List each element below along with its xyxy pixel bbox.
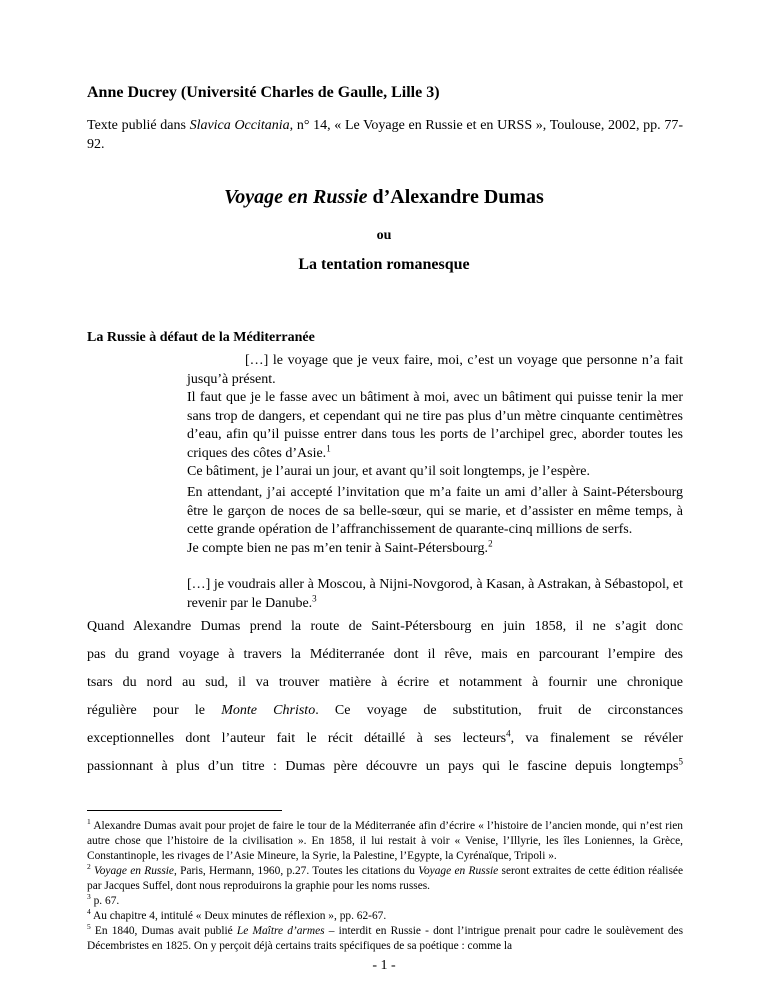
- quote1-paragraph-2-text: Il faut que je le fasse avec un bâtiment à moi, avec un bâtiment qui puisse tenir la mer sans trop de dangers, et cependant qui ne tire pas plus d’un mètre cinquante centimètres d’eau, afin qu’il puisse entrer dans tous les ports de l’archipel grec, aborder toutes les criques des côtes d’Asie.: [187, 390, 683, 461]
- epigraph-quote-3: [187, 576, 683, 613]
- footnote-2-text-a: , Paris, Hermann, 1960, p.27. Toutes les citations du: [173, 865, 419, 877]
- body-line-4: [87, 697, 683, 725]
- epigraph-quote-2: [187, 484, 683, 558]
- quote2-paragraph-2-text: Je compte bien ne pas m’en tenir à Saint-Pétersbourg.: [187, 540, 489, 556]
- body-line-6: [87, 753, 683, 781]
- body-paragraph: [87, 613, 683, 781]
- body-line-5: [87, 725, 683, 753]
- quote1-paragraph-2: [187, 389, 683, 463]
- quote3-paragraph-1: [187, 576, 683, 613]
- body-line-4-b: . Ce voyage de substitution, fruit de circonstances: [315, 703, 684, 718]
- quote2-paragraph-1: En attendant, j’ai accepté l’invitation que m’a faite un ami d’aller à Saint-Pétersbourg être le garçon de noces de sa belle-sœur, qui se marie, et d’assister en même temps, à cette grande opération de l’affranchissement de quarante-cinq millions de serfs.: [187, 485, 683, 537]
- footnote-ref-2: 2: [488, 537, 493, 548]
- quote3-paragraph-1-text: […] je voudrais aller à Moscou, à Nijni-Novgorod, à Kasan, à Astrakan, à Sébastopol, et revenir par le Danube.: [187, 577, 683, 611]
- footnote-5: [87, 924, 683, 954]
- footnotes: [87, 819, 683, 954]
- footnote-2-italic-2: Voyage en Russie: [418, 865, 499, 877]
- body-line-5-a: exceptionnelles dont l’auteur fait le récit détaillé à ses lecteurs: [87, 731, 507, 746]
- footnote-1-text: Alexandre Dumas avait pour projet de faire le tour de la Méditerranée afin d’écrire « l’histoire de l’ancien monde, qui n’est rien autre chose que l’histoire de la civilisation ». En 1858, il lui restait à voir « Venise, l’Illyrie, les îles Loniennes, la Grèce, Constantinople, les rivages de l’Asie Mineure, la Syrie, la Palestine, l’Egypte, la Cyrénaïque, Tripoli ».: [87, 820, 683, 862]
- footnote-4-number: 4: [87, 907, 91, 917]
- footnote-4-text: Au chapitre 4, intitulé « Deux minutes de réflexion », pp. 62-67.: [92, 910, 387, 922]
- footnote-2: [87, 864, 683, 894]
- footnote-3: [87, 894, 683, 909]
- article-title: [0, 186, 768, 209]
- footnote-2-text-b: seront extraites de cette édition réalisée par Jacques Suffel, dont nous reproduirons la graphie pour les noms russes.: [87, 865, 684, 892]
- author-line: Anne Ducrey (Université Charles de Gaulle, Lille 3): [87, 84, 440, 101]
- section-heading: La Russie à défaut de la Méditerranée: [87, 330, 315, 345]
- body-line-2: pas du grand voyage à travers la Méditerranée dont il rêve, mais en parcourant l’empire des: [87, 647, 683, 662]
- footnote-5-number: 5: [87, 922, 91, 932]
- body-line-3: tsars du nord au sud, il va trouver matière à écrire et notamment à fournir une chronique: [87, 675, 683, 690]
- quote1-paragraph-3: Ce bâtiment, je l’aurai un jour, et avant qu’il soit longtemps, je l’espère.: [187, 464, 590, 479]
- title-rest: d’Alexandre Dumas: [367, 186, 544, 208]
- body-line-5-b: , va finalement se révéler: [510, 731, 684, 746]
- publication-note: [87, 116, 683, 154]
- quote2-paragraph-2: [187, 537, 683, 559]
- footnote-ref-4: 4: [506, 728, 511, 739]
- pub-prefix: Texte publié dans: [87, 118, 190, 133]
- footnote-5-italic: Le Maître d’armes: [236, 925, 325, 937]
- body-line-6-a: passionnant à plus d’un titre : Dumas père découvre un pays qui le fascine depuis longtemps: [87, 759, 679, 774]
- footnote-3-text: p. 67.: [93, 895, 120, 907]
- monte-christo-title: Monte Christo: [221, 703, 316, 718]
- footnote-4: [87, 909, 683, 924]
- footnote-2-number: 2: [87, 862, 91, 872]
- pub-suffix: , n° 14, « Le Voyage en Russie et en URSS », Toulouse, 2002, pp. 77-92.: [87, 118, 683, 152]
- page-number: - 1 -: [372, 958, 396, 973]
- body-line-1: Quand Alexandre Dumas prend la route de Saint-Pétersbourg en juin 1858, il ne s’agit donc: [87, 619, 683, 634]
- footnote-3-number: 3: [87, 892, 91, 902]
- footnote-ref-3: 3: [312, 592, 317, 603]
- footnote-2-italic: Voyage en Russie: [94, 865, 174, 877]
- footnote-1: [87, 819, 683, 864]
- article-subtitle: La tentation romanesque: [298, 256, 470, 273]
- footnote-separator: [87, 810, 282, 811]
- footnote-1-number: 1: [87, 817, 91, 827]
- quote1-paragraph-1: […] le voyage que je veux faire, moi, c’est un voyage que personne n’a fait jusqu’à présent.: [187, 353, 683, 387]
- pub-journal: Slavica Occitania: [189, 118, 290, 133]
- body-line-4-a: régulière pour le: [87, 703, 222, 718]
- title-italic: Voyage en Russie: [224, 186, 368, 208]
- footnote-ref-1: 1: [326, 442, 331, 453]
- footnote-5-text-b: – interdit en Russie - dont l’intrigue prenait pour cadre le soulèvement des Décembristes en 1825. On y perçoit déjà certains traits spécifiques de sa poétique : comme la: [87, 925, 684, 952]
- footnote-5-text-a: En 1840, Dumas avait publié: [94, 925, 237, 937]
- epigraph-quote-1: [187, 352, 683, 482]
- title-or: ou: [376, 228, 392, 243]
- footnote-ref-5: 5: [678, 756, 683, 767]
